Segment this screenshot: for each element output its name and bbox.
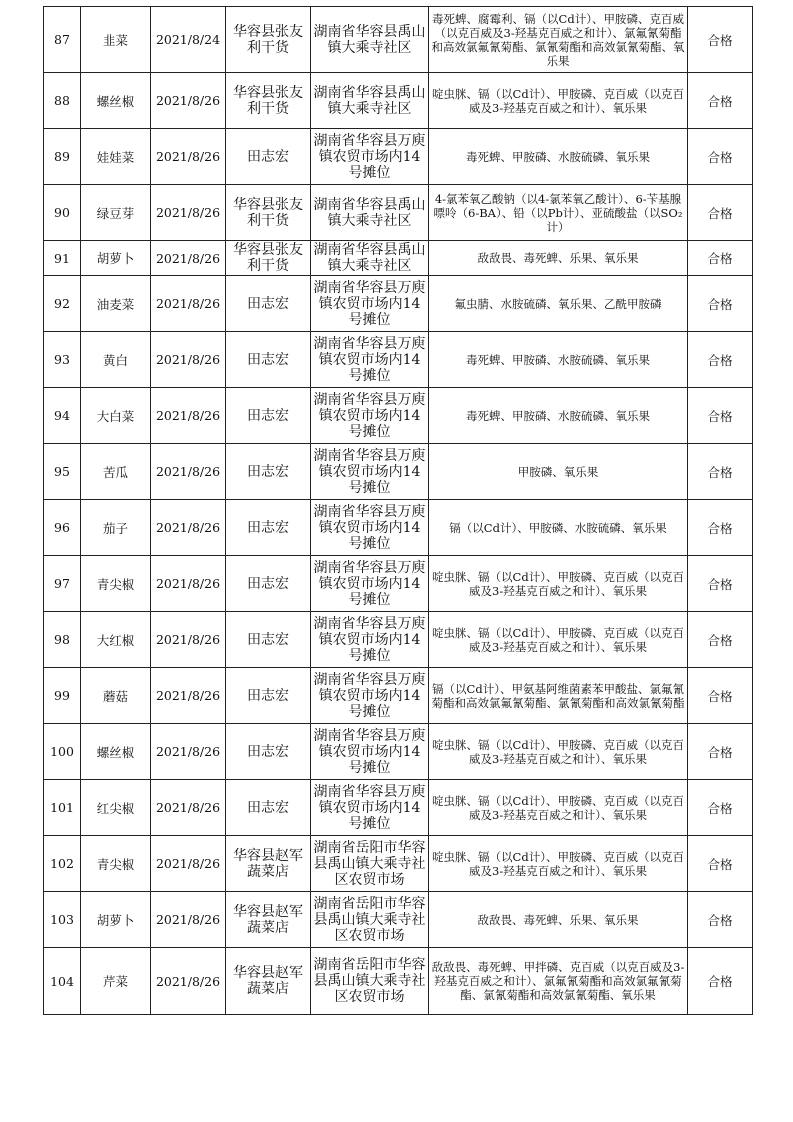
test-items: 啶虫脒、镉（以Cd计）、甲胺磷、克百威（以克百威及3-羟基克百威之和计）、氧乐果 — [429, 612, 688, 668]
sample-name: 大红椒 — [81, 612, 151, 668]
seller-name: 田志宏 — [226, 724, 311, 780]
seller-name: 华容县张友利干货 — [226, 7, 311, 73]
test-items: 毒死蜱、甲胺磷、水胺硫磷、氧乐果 — [429, 332, 688, 388]
test-result: 合格 — [688, 612, 753, 668]
test-items: 敌敌畏、毒死蜱、甲拌磷、克百威（以克百威及3-羟基克百威之和计）、氯氟氰菊酯和高效氯氟氰菊酯、氯氰菊酯和高效氯氰菊酯、氧乐果 — [429, 948, 688, 1015]
seller-address: 湖南省岳阳市华容县禹山镇大乘寺社区农贸市场 — [311, 948, 429, 1015]
sample-name: 绿豆芽 — [81, 185, 151, 241]
test-result: 合格 — [688, 7, 753, 73]
sample-name: 娃娃菜 — [81, 129, 151, 185]
table-row — [44, 948, 753, 1015]
sample-name: 螺丝椒 — [81, 73, 151, 129]
seller-name: 田志宏 — [226, 388, 311, 444]
row-number: 95 — [44, 444, 81, 500]
test-items: 敌敌畏、毒死蜱、乐果、氧乐果 — [429, 892, 688, 948]
seller-address: 湖南省华容县禹山镇大乘寺社区 — [311, 185, 429, 241]
sample-name: 青尖椒 — [81, 556, 151, 612]
table-row — [44, 241, 753, 276]
sample-name: 青尖椒 — [81, 836, 151, 892]
table-row — [44, 73, 753, 129]
seller-name: 华容县赵军蔬菜店 — [226, 948, 311, 1015]
test-items: 氟虫腈、水胺硫磷、氧乐果、乙酰甲胺磷 — [429, 276, 688, 332]
test-result: 合格 — [688, 388, 753, 444]
sample-name: 芹菜 — [81, 948, 151, 1015]
row-number: 88 — [44, 73, 81, 129]
test-result: 合格 — [688, 276, 753, 332]
test-result: 合格 — [688, 332, 753, 388]
test-items: 镉（以Cd计）、甲胺磷、水胺硫磷、氧乐果 — [429, 500, 688, 556]
table-row — [44, 388, 753, 444]
row-number: 99 — [44, 668, 81, 724]
table-row — [44, 500, 753, 556]
sample-name: 蘑菇 — [81, 668, 151, 724]
sampling-date: 2021/8/26 — [151, 892, 226, 948]
sample-name: 茄子 — [81, 500, 151, 556]
sampling-date: 2021/8/26 — [151, 948, 226, 1015]
seller-name: 田志宏 — [226, 276, 311, 332]
sample-name: 大白菜 — [81, 388, 151, 444]
seller-name: 田志宏 — [226, 129, 311, 185]
table-row — [44, 836, 753, 892]
test-items: 啶虫脒、镉（以Cd计）、甲胺磷、克百威（以克百威及3-羟基克百威之和计）、氧乐果 — [429, 73, 688, 129]
row-number: 96 — [44, 500, 81, 556]
test-items: 啶虫脒、镉（以Cd计）、甲胺磷、克百威（以克百威及3-羟基克百威之和计）、氧乐果 — [429, 836, 688, 892]
test-result: 合格 — [688, 892, 753, 948]
seller-address: 湖南省华容县禹山镇大乘寺社区 — [311, 241, 429, 276]
seller-address: 湖南省华容县万庾镇农贸市场内14号摊位 — [311, 556, 429, 612]
table-row — [44, 185, 753, 241]
sampling-date: 2021/8/26 — [151, 73, 226, 129]
seller-address: 湖南省华容县禹山镇大乘寺社区 — [311, 7, 429, 73]
seller-name: 田志宏 — [226, 500, 311, 556]
sampling-date: 2021/8/26 — [151, 668, 226, 724]
test-items: 4-氯苯氧乙酸钠（以4-氯苯氧乙酸计）、6-苄基腺嘌呤（6-BA）、铅（以Pb计）、亚硫酸盐（以SO₂计） — [429, 185, 688, 241]
seller-address: 湖南省华容县万庾镇农贸市场内14号摊位 — [311, 276, 429, 332]
seller-name: 华容县张友利干货 — [226, 185, 311, 241]
row-number: 101 — [44, 780, 81, 836]
row-number: 97 — [44, 556, 81, 612]
table-row — [44, 612, 753, 668]
test-result: 合格 — [688, 500, 753, 556]
table-row — [44, 724, 753, 780]
row-number: 89 — [44, 129, 81, 185]
row-number: 87 — [44, 7, 81, 73]
sampling-date: 2021/8/26 — [151, 556, 226, 612]
test-result: 合格 — [688, 724, 753, 780]
test-items: 敌敌畏、毒死蜱、乐果、氧乐果 — [429, 241, 688, 276]
sampling-date: 2021/8/26 — [151, 612, 226, 668]
sample-name: 黄白 — [81, 332, 151, 388]
table-row — [44, 332, 753, 388]
row-number: 94 — [44, 388, 81, 444]
sampling-date: 2021/8/26 — [151, 500, 226, 556]
test-items: 甲胺磷、氧乐果 — [429, 444, 688, 500]
row-number: 98 — [44, 612, 81, 668]
test-result: 合格 — [688, 241, 753, 276]
seller-name: 田志宏 — [226, 444, 311, 500]
test-result: 合格 — [688, 836, 753, 892]
row-number: 91 — [44, 241, 81, 276]
sampling-date: 2021/8/26 — [151, 129, 226, 185]
test-result: 合格 — [688, 556, 753, 612]
test-items: 毒死蜱、腐霉利、镉（以Cd计）、甲胺磷、克百威（以克百威及3-羟基克百威之和计）、氯氟氰菊酯和高效氯氟氰菊酯、氯氰菊酯和高效氯氰菊酯、氧乐果 — [429, 7, 688, 73]
seller-name: 田志宏 — [226, 612, 311, 668]
sampling-date: 2021/8/26 — [151, 836, 226, 892]
seller-address: 湖南省华容县万庾镇农贸市场内14号摊位 — [311, 780, 429, 836]
sampling-date: 2021/8/26 — [151, 241, 226, 276]
test-result: 合格 — [688, 948, 753, 1015]
test-result: 合格 — [688, 780, 753, 836]
test-items: 毒死蜱、甲胺磷、水胺硫磷、氧乐果 — [429, 388, 688, 444]
seller-name: 华容县张友利干货 — [226, 241, 311, 276]
row-number: 92 — [44, 276, 81, 332]
sample-name: 韭菜 — [81, 7, 151, 73]
seller-address: 湖南省华容县万庾镇农贸市场内14号摊位 — [311, 724, 429, 780]
table-row — [44, 556, 753, 612]
sample-name: 螺丝椒 — [81, 724, 151, 780]
test-items: 毒死蜱、甲胺磷、水胺硫磷、氧乐果 — [429, 129, 688, 185]
row-number: 102 — [44, 836, 81, 892]
seller-address: 湖南省华容县禹山镇大乘寺社区 — [311, 73, 429, 129]
sampling-date: 2021/8/26 — [151, 444, 226, 500]
inspection-results-table — [43, 6, 753, 1015]
sample-name: 油麦菜 — [81, 276, 151, 332]
sample-name: 红尖椒 — [81, 780, 151, 836]
seller-name: 田志宏 — [226, 556, 311, 612]
seller-address: 湖南省华容县万庾镇农贸市场内14号摊位 — [311, 129, 429, 185]
row-number: 93 — [44, 332, 81, 388]
seller-address: 湖南省华容县万庾镇农贸市场内14号摊位 — [311, 500, 429, 556]
test-result: 合格 — [688, 668, 753, 724]
test-result: 合格 — [688, 73, 753, 129]
seller-address: 湖南省华容县万庾镇农贸市场内14号摊位 — [311, 612, 429, 668]
seller-name: 华容县张友利干货 — [226, 73, 311, 129]
table-row — [44, 276, 753, 332]
table-row — [44, 892, 753, 948]
sampling-date: 2021/8/26 — [151, 332, 226, 388]
sampling-date: 2021/8/26 — [151, 276, 226, 332]
sampling-date: 2021/8/26 — [151, 388, 226, 444]
row-number: 90 — [44, 185, 81, 241]
seller-name: 华容县赵军蔬菜店 — [226, 836, 311, 892]
seller-address: 湖南省华容县万庾镇农贸市场内14号摊位 — [311, 668, 429, 724]
row-number: 100 — [44, 724, 81, 780]
seller-address: 湖南省华容县万庾镇农贸市场内14号摊位 — [311, 388, 429, 444]
table-row — [44, 129, 753, 185]
seller-address: 湖南省华容县万庾镇农贸市场内14号摊位 — [311, 332, 429, 388]
sampling-date: 2021/8/26 — [151, 185, 226, 241]
row-number: 103 — [44, 892, 81, 948]
test-items: 啶虫脒、镉（以Cd计）、甲胺磷、克百威（以克百威及3-羟基克百威之和计）、氧乐果 — [429, 556, 688, 612]
table-row — [44, 668, 753, 724]
table-body — [44, 7, 753, 1015]
seller-address: 湖南省华容县万庾镇农贸市场内14号摊位 — [311, 444, 429, 500]
table-row — [44, 780, 753, 836]
test-result: 合格 — [688, 444, 753, 500]
sampling-date: 2021/8/26 — [151, 780, 226, 836]
row-number: 104 — [44, 948, 81, 1015]
seller-address: 湖南省岳阳市华容县禹山镇大乘寺社区农贸市场 — [311, 836, 429, 892]
sampling-date: 2021/8/26 — [151, 724, 226, 780]
seller-address: 湖南省岳阳市华容县禹山镇大乘寺社区农贸市场 — [311, 892, 429, 948]
sampling-date: 2021/8/24 — [151, 7, 226, 73]
test-items: 啶虫脒、镉（以Cd计）、甲胺磷、克百威（以克百威及3-羟基克百威之和计）、氧乐果 — [429, 780, 688, 836]
seller-name: 田志宏 — [226, 780, 311, 836]
seller-name: 田志宏 — [226, 332, 311, 388]
test-items: 镉（以Cd计）、甲氨基阿维菌素苯甲酸盐、氯氟氰菊酯和高效氯氟氰菊酯、氯氰菊酯和高效氯氰菊酯 — [429, 668, 688, 724]
test-items: 啶虫脒、镉（以Cd计）、甲胺磷、克百威（以克百威及3-羟基克百威之和计）、氧乐果 — [429, 724, 688, 780]
test-result: 合格 — [688, 185, 753, 241]
seller-name: 华容县赵军蔬菜店 — [226, 892, 311, 948]
seller-name: 田志宏 — [226, 668, 311, 724]
sample-name: 苦瓜 — [81, 444, 151, 500]
sample-name: 胡萝卜 — [81, 892, 151, 948]
sample-name: 胡萝卜 — [81, 241, 151, 276]
table-row — [44, 7, 753, 73]
test-result: 合格 — [688, 129, 753, 185]
table-row — [44, 444, 753, 500]
